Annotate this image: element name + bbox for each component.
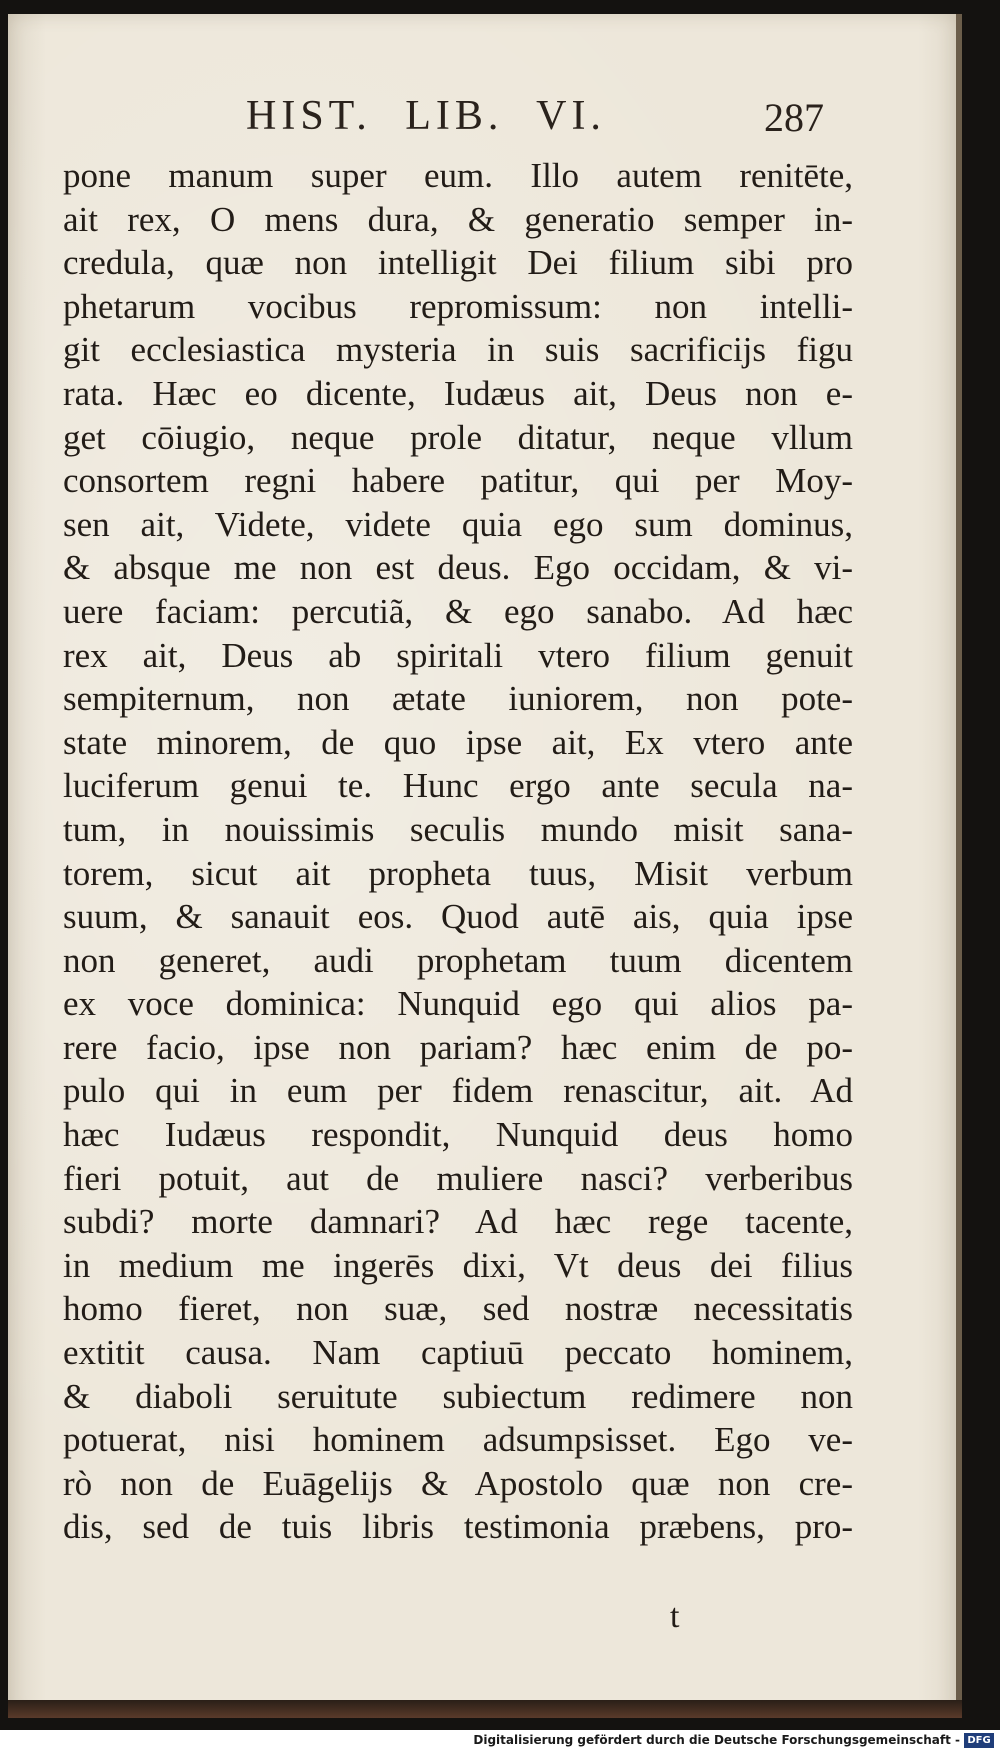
page-header	[8, 92, 956, 152]
text-line: fieri potuit, aut de muliere nasci? verberibus	[63, 1158, 853, 1198]
text-line: rex ait, Deus ab spiritali vtero filium genuit	[63, 635, 853, 675]
text-line: in medium me ingerēs dixi, Vt deus dei filius	[63, 1245, 853, 1285]
text-line: homo fieret, non suæ, sed nostræ necessitatis	[63, 1289, 853, 1329]
text-line: & absque me non est deus. Ego occidam, & vi-	[63, 548, 853, 588]
text-line: rere facio, ipse non pariam? hæc enim de po-	[63, 1027, 853, 1067]
catchword: t	[670, 1598, 680, 1635]
page-number: 287	[764, 95, 824, 140]
text-line: suum, & sanauit eos. Quod autē ais, quia ipse	[63, 897, 853, 937]
body-text	[63, 154, 853, 1549]
running-title: HIST. LIB. VI.	[246, 93, 606, 139]
text-line: pulo qui in eum per fidem renascitur, ait. Ad	[63, 1071, 853, 1111]
funding-credit: Digitalisierung gefördert durch die Deutsche Forschungsgemeinschaft -	[473, 1733, 960, 1747]
text-line: dis, sed de tuis libris testimonia præbens, pro-	[63, 1507, 853, 1547]
text-line: sen ait, Videte, videte quia ego sum dominus,	[63, 504, 853, 544]
text-line: tum, in nouissimis seculis mundo misit sana-	[63, 809, 853, 849]
text-line: get cōiugio, neque prole ditatur, neque vllum	[63, 417, 853, 457]
text-line: sempiternum, non ætate iuniorem, non pote-	[63, 679, 853, 719]
text-line: consortem regni habere patitur, qui per Moy-	[63, 461, 853, 501]
book-bottom-edge	[8, 1700, 962, 1718]
text-line: state minorem, de quo ipse ait, Ex vtero ante	[63, 722, 853, 762]
text-line: potuerat, nisi hominem adsumpsisset. Ego ve-	[63, 1420, 853, 1460]
text-line: phetarum vocibus repromissum: non intelli-	[63, 286, 853, 326]
text-line: rata. Hæc eo dicente, Iudæus ait, Deus non e-	[63, 373, 853, 413]
dfg-logo: DFG	[964, 1733, 994, 1748]
text-line: ex voce dominica: Nunquid ego qui alios pa-	[63, 984, 853, 1024]
text-line: rò non de Euāgelijs & Apostolo quæ non cre-	[63, 1463, 853, 1503]
text-line: torem, sicut ait propheta tuus, Misit verbum	[63, 853, 853, 893]
text-line: hæc Iudæus respondit, Nunquid deus homo	[63, 1115, 853, 1155]
text-line: ait rex, O mens dura, & generatio semper in-	[63, 199, 853, 239]
page-edge	[956, 14, 962, 1718]
text-line: git ecclesiastica mysteria in suis sacrificijs figu	[63, 330, 853, 370]
text-line: & diaboli seruitute subiectum redimere non	[63, 1376, 853, 1416]
text-line: luciferum genui te. Hunc ergo ante secula na-	[63, 766, 853, 806]
text-line: non generet, audi prophetam tuum dicentem	[63, 940, 853, 980]
text-line: uere faciam: percutiã, & ego sanabo. Ad hæc	[63, 591, 853, 631]
book-page	[8, 14, 956, 1718]
text-line: extitit causa. Nam captiuū peccato hominem,	[63, 1333, 853, 1373]
text-line: pone manum super eum. Illo autem renitēte,	[63, 156, 853, 195]
text-line: subdi? morte damnari? Ad hæc rege tacente,	[63, 1202, 853, 1242]
digitization-footer	[0, 1730, 1000, 1752]
text-line: credula, quæ non intelligit Dei filium sibi pro	[63, 243, 853, 283]
